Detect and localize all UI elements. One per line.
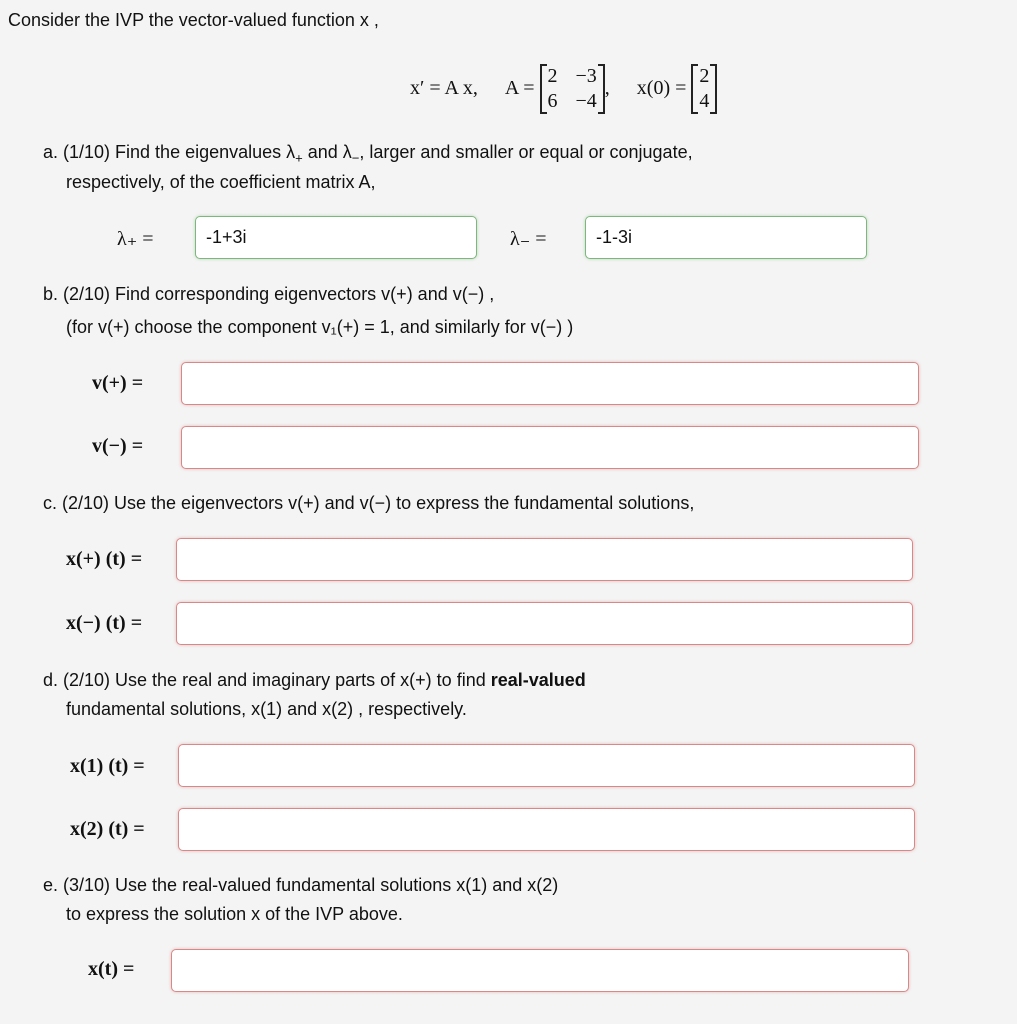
vector-cell: 2 xyxy=(699,65,710,88)
part-d-line1 xyxy=(43,670,586,691)
matrix-label: A = xyxy=(504,77,535,99)
x-solution-label: x(t) = xyxy=(88,958,135,980)
v-plus-input[interactable] xyxy=(181,362,919,405)
matrix-cell: −3 xyxy=(575,65,597,88)
initial-condition-label: x(0) = xyxy=(636,77,687,99)
vector-cell: 4 xyxy=(699,90,710,113)
x1-label: x(1) (t) = xyxy=(70,755,145,777)
equation-lhs: x′ = A x, xyxy=(410,77,478,99)
part-c-line1: c. (2/10) Use the eigenvectors v(+) and v(−) to express the fundamental solutions, xyxy=(43,493,695,513)
text: − xyxy=(351,150,360,166)
x-plus-input[interactable] xyxy=(176,538,913,581)
text: , larger and smaller or equal or conjugate, xyxy=(359,142,693,162)
lambda-minus-input[interactable]: -1-3i xyxy=(585,216,867,259)
ivp-equation xyxy=(410,60,717,116)
text: and λ xyxy=(302,142,352,162)
part-a-line1 xyxy=(43,142,693,166)
text: real-valued xyxy=(490,670,586,690)
matrix-cell: 2 xyxy=(547,65,558,88)
matrix-cell: −4 xyxy=(575,90,597,113)
comma: , xyxy=(604,77,610,99)
matrix-cell: 6 xyxy=(547,90,558,113)
part-e-line1: e. (3/10) Use the real-valued fundamental solutions x(1) and x(2) xyxy=(43,875,559,895)
v-plus-label: v(+) = xyxy=(92,372,144,394)
part-b-line2: (for v(+) choose the component v₁(+) = 1, and similarly for v(−) ) xyxy=(66,317,574,337)
x-solution-input[interactable] xyxy=(171,949,909,992)
part-d-line2: fundamental solutions, x(1) and x(2) , respectively. xyxy=(66,699,467,719)
lambda-plus-label: λ₊ = xyxy=(117,228,154,250)
x1-input[interactable] xyxy=(178,744,915,787)
text: + xyxy=(295,150,303,166)
text: d. (2/10) Use the real and imaginary parts of x(+) to find xyxy=(43,670,491,690)
part-b-line1: b. (2/10) Find corresponding eigenvectors v(+) and v(−) , xyxy=(43,284,495,304)
x2-label: x(2) (t) = xyxy=(70,818,145,840)
part-a-line2: respectively, of the coefficient matrix A, xyxy=(66,172,376,192)
v-minus-input[interactable] xyxy=(181,426,919,469)
part-e-line2: to express the solution x of the IVP above. xyxy=(66,904,403,924)
intro-text: Consider the IVP the vector-valued function x , xyxy=(8,10,379,30)
initial-vector xyxy=(691,64,717,114)
x2-input[interactable] xyxy=(178,808,915,851)
x-minus-input[interactable] xyxy=(176,602,913,645)
text: a. (1/10) Find the eigenvalues λ xyxy=(43,142,296,162)
v-minus-label: v(−) = xyxy=(92,435,144,457)
x-minus-label: x(−) (t) = xyxy=(66,612,143,634)
lambda-minus-label: λ₋ = xyxy=(510,228,547,250)
coefficient-matrix xyxy=(540,64,605,114)
lambda-plus-input[interactable]: -1+3i xyxy=(195,216,477,259)
x-plus-label: x(+) (t) = xyxy=(66,548,143,570)
